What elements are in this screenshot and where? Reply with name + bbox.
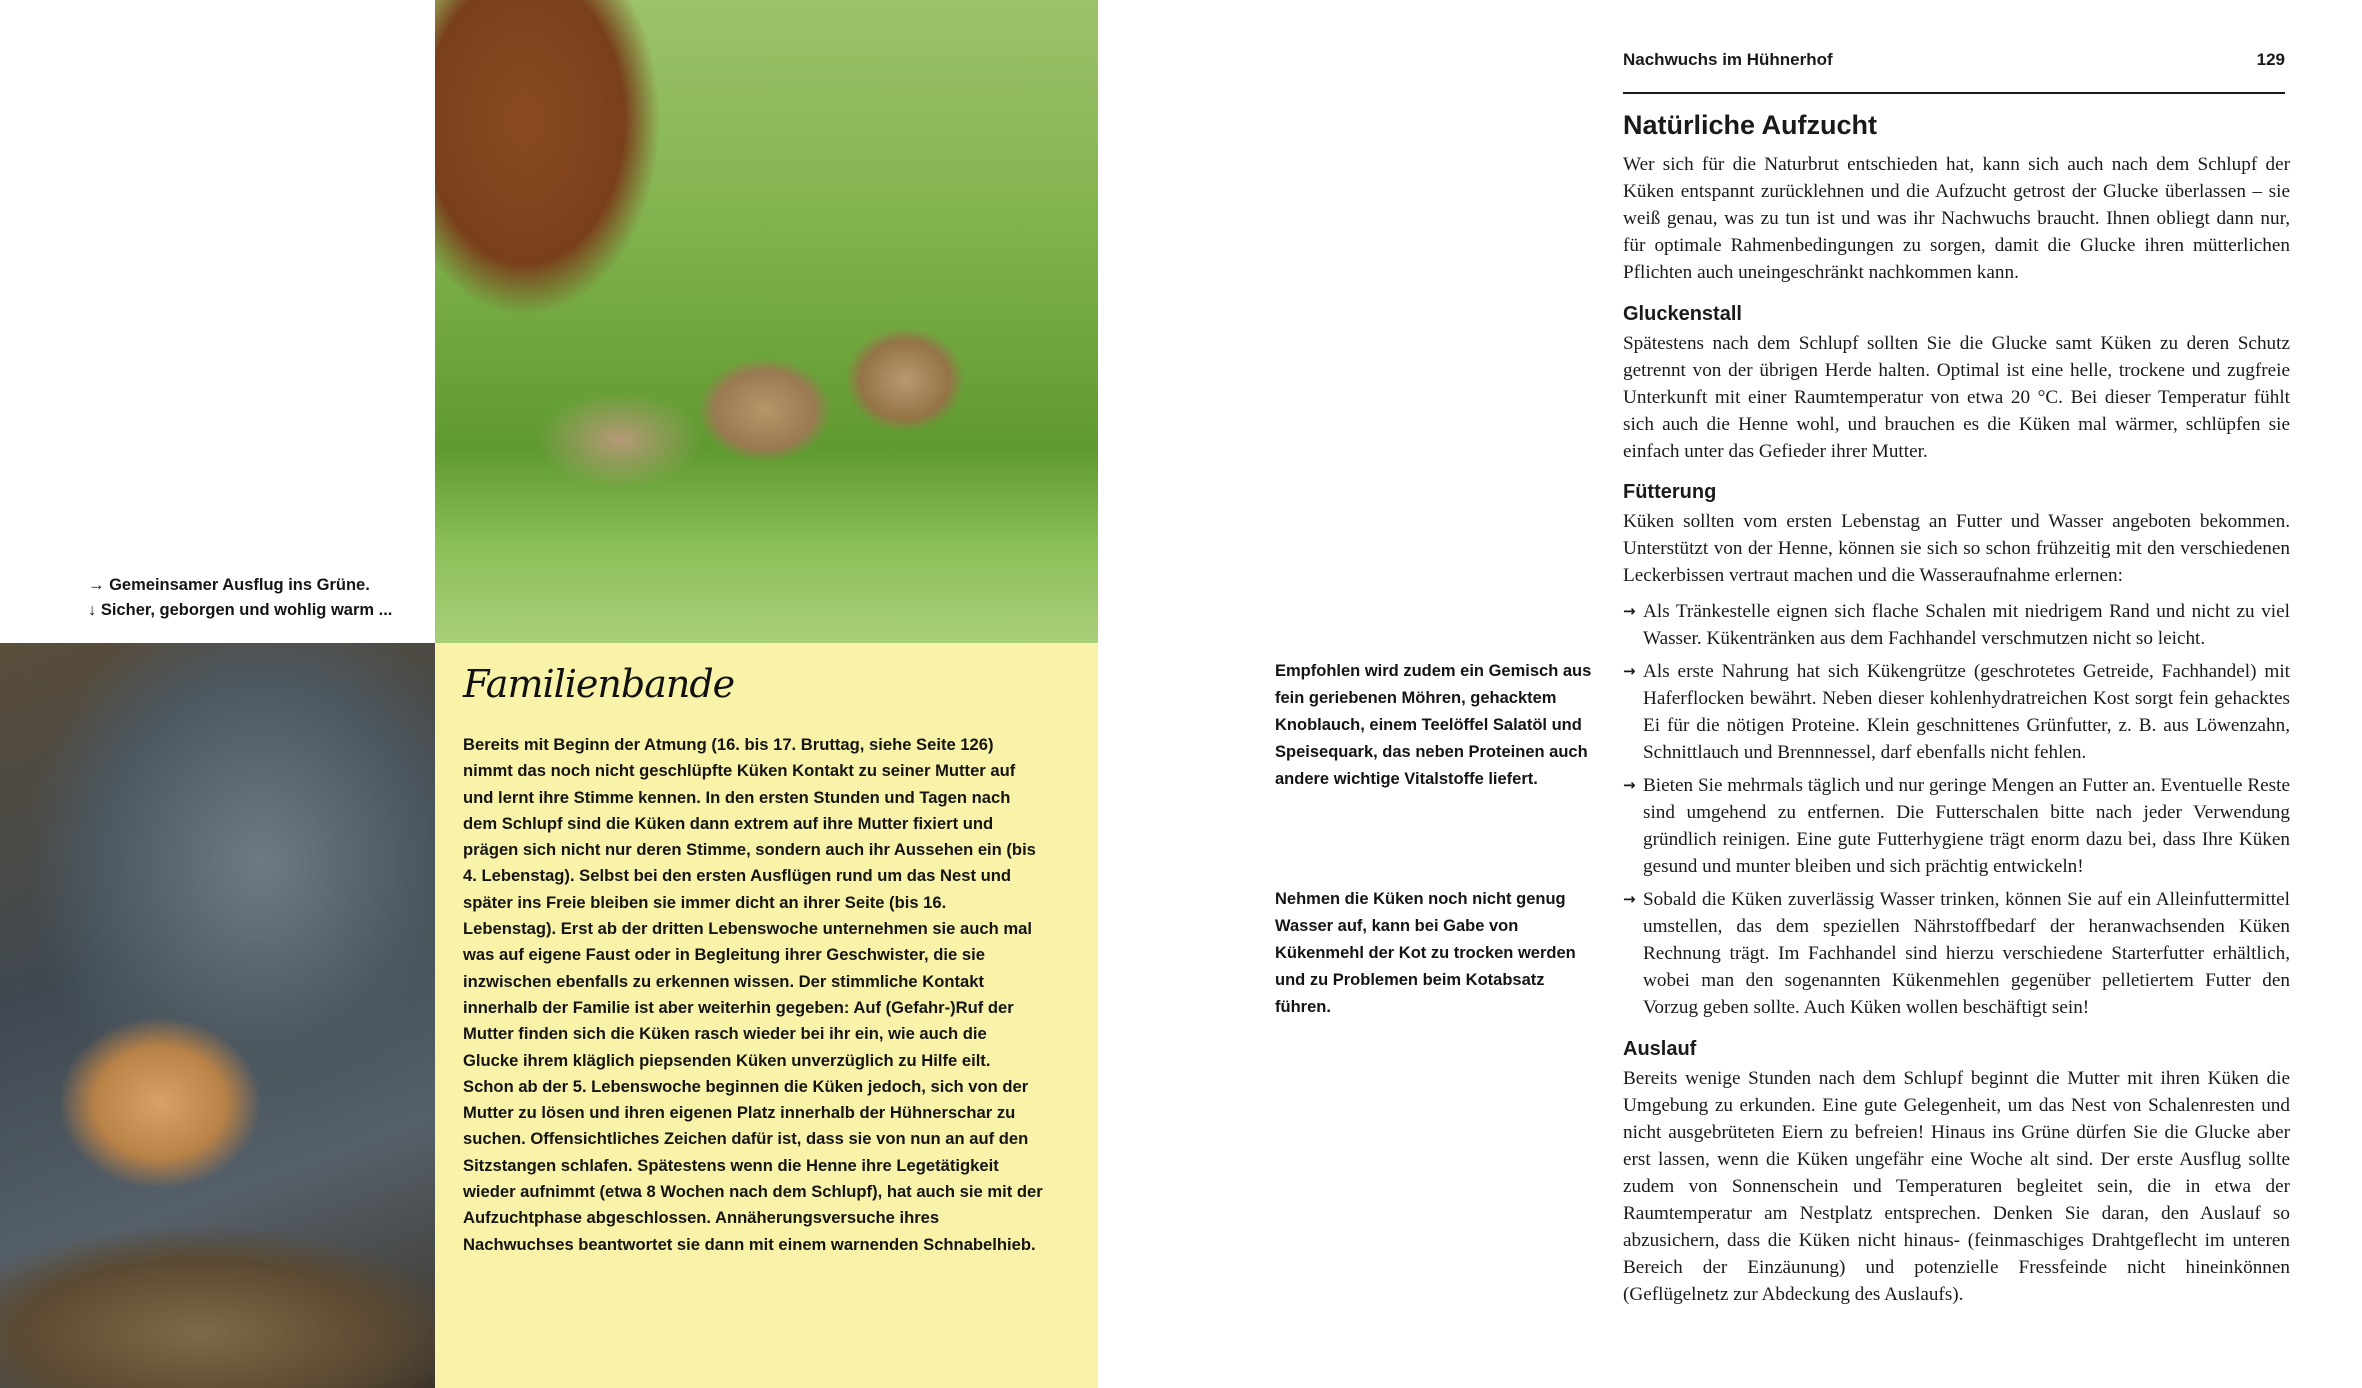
info-box-title: Familienbande	[463, 662, 735, 706]
arrow-right-icon: →	[1623, 776, 1636, 794]
paragraph-auslauf: Bereits wenige Stunden nach dem Schlupf beginnt die Mutter mit ihren Küken die Umgebung zu erkunden. Eine gute Gelegenheit, um das Nest von Schalenresten und nicht ausgebrüteten Eiern zu befreien! Hinaus ins Grüne dürfen Sie die Glucke aber erst lassen, wenn die Küken ungefähr eine Woche alt sind. Der erste Ausflug sollte zudem von Sonnenschein und Temperaturen begleitet sein, die in etwa der Raumtemperatur am Nestplatz entsprechen. Denken Sie daran, den Auslauf so abzusichern, dass die Küken nicht hinaus- (feinmaschiges Drahtgeflecht im unteren Bereich der Einzäunung) und potenzielle Fressfeinde nicht hineinkönnen (Geflügelnetz zur Abdeckung des Auslaufs).	[1623, 1068, 2290, 1305]
info-box-text: Bereits mit Beginn der Atmung (16. bis 17. Bruttag, siehe Seite 126) nimmt das noch nicht geschlüpfte Küken Kontakt zu seiner Mutter auf und lernt ihre Stimme kennen. In den ersten Stunden und Tagen nach dem Schlupf sind die Küken dann extrem auf ihre Mutter fixiert und prägen sich nicht nur deren Stimme, sondern auch ihr Aussehen ein (bis 4. Lebenstag). Selbst bei den ersten Ausflügen rund um das Nest und später ins Freie bleiben sie immer dicht an ihrer Seite (bis 16. Lebenstag). Erst ab der dritten Lebenswoche unternehmen sie auch mal was auf eigene Faust oder in Begleitung ihrer Geschwister, die sie inzwischen ebenfalls zu erkennen wissen. Der stimmliche Kontakt innerhalb der Familie ist aber weiterhin gegeben: Auf (Gefahr-)Ruf der Mutter finden sich die Küken rasch wieder bei ihr ein, wie auch die Glucke ihrem kläglich piepsenden Küken unverzüglich zu Hilfe eilt. Schon ab der 5. Lebenswoche beginnen die Küken jedoch, sich von der Mutter zu lösen und ihren eigenen Platz innerhalb der Hühnerschar zu suchen. Offensichtliches Zeichen dafür ist, dass sie von nun an auf den Sitzstangen schlafen. Spätestens wenn die Henne ihre Legetätigkeit wieder aufnimmt (etwa 8 Wochen nach dem Schlupf), hat auch sie mit der Aufzuchtphase abgeschlossen. Annäherungsversuche ihres Nachwuchses beantwortet sie dann mit einem warnenden Schnabelhieb.	[463, 735, 1043, 1254]
heading-gluckenstall: Gluckenstall	[1623, 303, 1742, 325]
list-item: → Bieten Sie mehrmals täglich und nur geringe Mengen an Futter an. Eventuelle Reste sind umgehend zu entfernen. Die Futterschalen bitte nach jeder Verwendung gründlich reinigen. Eine gute Futterhygiene trägt enorm dazu bei, dass Ihre Küken gesund und munter bleiben und sich prächtig entwickeln!	[1623, 772, 2290, 880]
paragraph-gluckenstall: Spätestens nach dem Schlupf sollten Sie die Glucke samt Küken zu deren Schutz getrennt von der übrigen Herde halten. Optimal ist eine helle, trockene und zugfreie Unterkunft mit einer Raumtemperatur von etwa 20 °C. Bei dieser Temperatur fühlt sich auch die Henne wohl, und brauchen es die Küken mal wärmer, schlüpfen sie einfach unter das Gefieder ihrer Mutter.	[1623, 333, 2290, 462]
arrow-right-icon: →	[1623, 602, 1636, 620]
heading-auslauf: Auslauf	[1623, 1038, 1697, 1060]
photo-hen-with-chicks-on-grass	[435, 0, 1098, 643]
arrow-right-icon: →	[88, 576, 105, 594]
side-note-2: Nehmen die Küken noch nicht genug Wasser auf, kann bei Gabe von Kükenmehl der Kot zu trocken werden und zu Problemen beim Kotabsatz führen.	[1275, 890, 1576, 1016]
arrow-right-icon: →	[1623, 662, 1636, 680]
running-head: Nachwuchs im Hühnerhof	[1623, 50, 1833, 69]
page-number: 129	[2256, 50, 2285, 69]
heading-fuetterung: Fütterung	[1623, 481, 1717, 503]
section-title: Natürliche Aufzucht	[1623, 110, 1878, 140]
header-rule	[1623, 92, 2285, 94]
intro-paragraph: Wer sich für die Naturbrut entschieden hat, kann sich auch nach dem Schlupf der Küken entspannt zurücklehnen und die Aufzucht getrost der Glucke überlassen – sie weiß genau, was zu tun ist und was ihr Nachwuchs braucht. Ihnen obliegt dann nur, für optimale Rahmenbedingungen zu sorgen, damit die Glucke ihren mütterlichen Pflichten auch uneingeschränkt nachkommen kann.	[1623, 154, 2290, 283]
list-item: → Als erste Nahrung hat sich Kükengrütze (geschrotetes Getreide, Fachhandel) mit Haferflocken bewährt. Neben dieser kohlenhydratreichen Kost sorgt fein gehacktes Ei für die nötigen Proteine. Klein geschnittenes Grünfutter, z. B. aus Löwenzahn, Schnittlauch und Brennnessel, darf ebenfalls nicht fehlen.	[1623, 658, 2290, 766]
list-item: → Als Tränkestelle eignen sich flache Schalen mit niedrigem Rand und nicht zu viel Wasser. Kükentränken aus dem Fachhandel verschmutzen nicht so leicht.	[1623, 598, 2290, 652]
arrow-down-icon: ↓	[88, 601, 97, 619]
paragraph-fuetterung: Küken sollten vom ersten Lebenstag an Futter und Wasser angeboten bekommen. Unterstützt von der Henne, können sie sich so schon frühzeitig mit den verschiedenen Leckerbissen vertraut machen und die Wasseraufnahme erlernen:	[1623, 511, 2290, 586]
list-item: → Sobald die Küken zuverlässig Wasser trinken, können Sie auf ein Alleinfuttermittel umstellen, das dem speziellen Nährstoffbedarf der heranwachsenden Küken Rechnung trägt. Im Fachhandel sind hierzu verschiedene Starterfutter erhältlich, wobei man den sogenannten Kükenmehlen gegenüber pelletiertem Futter den Vorzug geben sollte. Auch Küken wollen beschäftigt sein!	[1623, 886, 2290, 1021]
arrow-right-icon: →	[1623, 890, 1636, 908]
photo-chick-under-hen-feathers	[0, 643, 435, 1388]
photo-caption-1: → Gemeinsamer Ausflug ins Grüne.	[88, 576, 370, 594]
feeding-tips-list	[1623, 598, 2290, 1027]
photo-caption-2: ↓ Sicher, geborgen und wohlig warm ...	[88, 601, 393, 619]
side-note-1: Empfohlen wird zudem ein Gemisch aus fein geriebenen Möhren, gehacktem Knoblauch, einem Teelöffel Salatöl und Speisequark, das neben Proteinen auch andere wichtige Vitalstoffe liefert.	[1275, 662, 1592, 788]
